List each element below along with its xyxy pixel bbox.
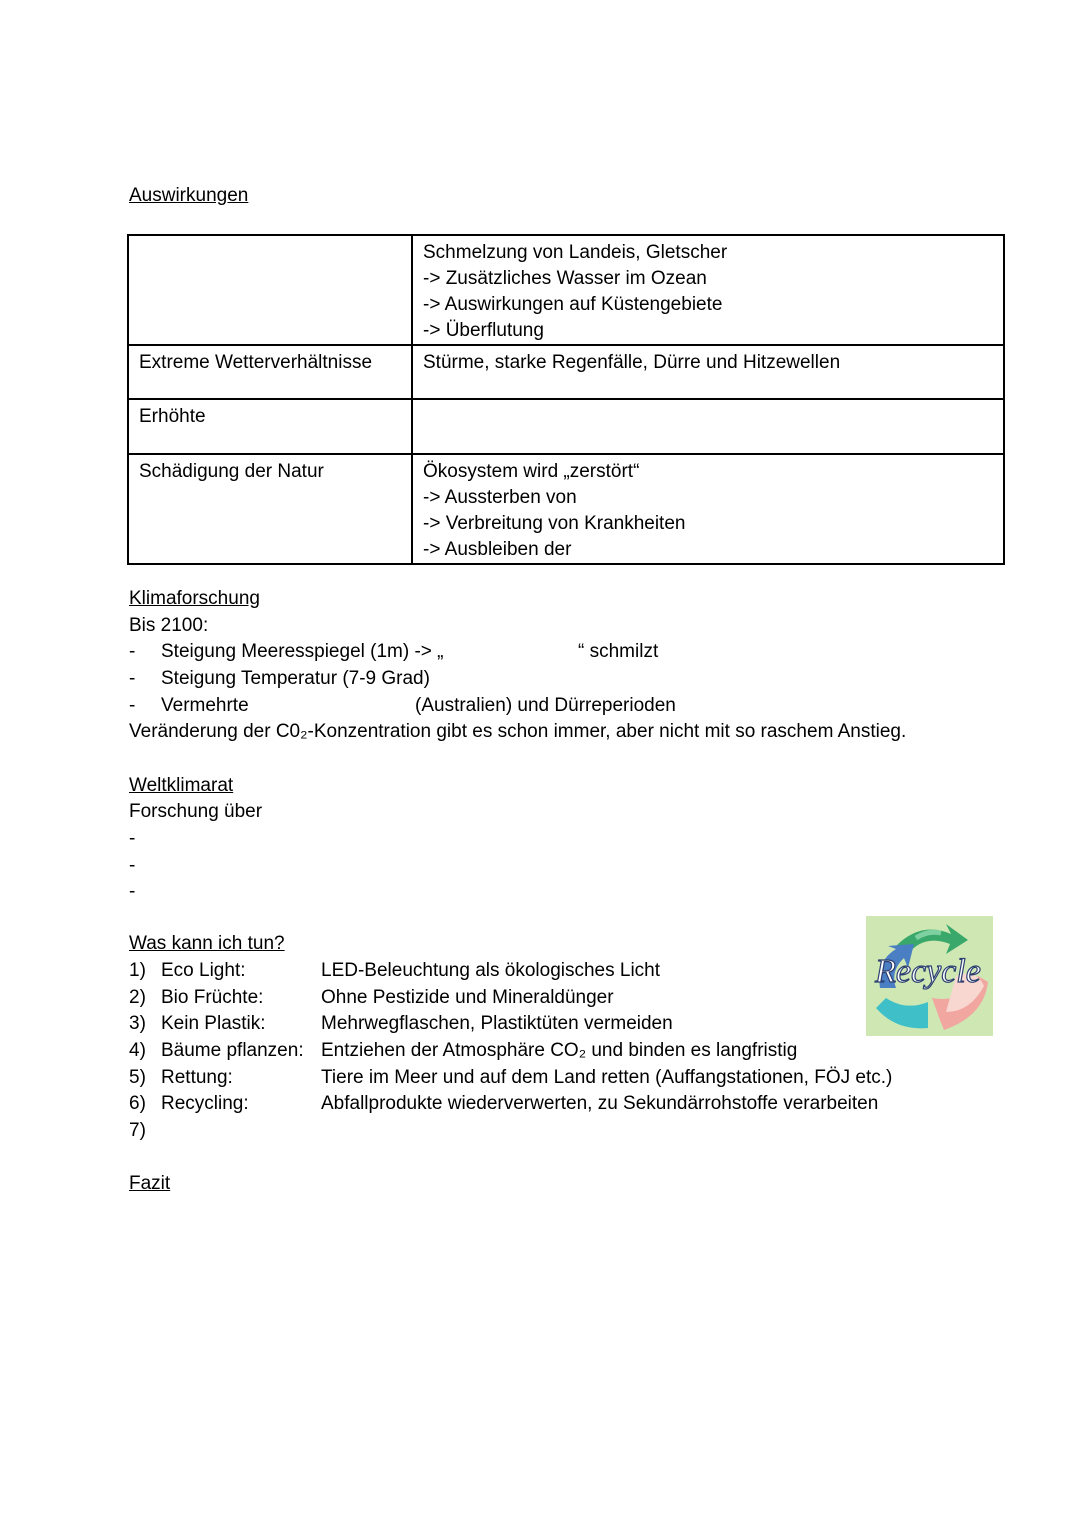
bullet-tail: (Australien) und Dürreperioden xyxy=(415,695,676,716)
cell-line: Stürme, starke Regenfälle, Dürre und Hitzewellen xyxy=(423,352,841,373)
klimaforschung-intro: Bis 2100: xyxy=(129,615,209,636)
cell-line: -> Überflutung xyxy=(423,320,544,341)
heading-weltklimarat: Weltklimarat xyxy=(129,775,234,796)
bullet-dash: - xyxy=(129,641,136,662)
recycle-logo-image xyxy=(866,916,993,1036)
list-description: Entziehen der Atmosphäre CO₂ und binden es langfristig xyxy=(321,1040,798,1061)
list-label: Recycling: xyxy=(161,1093,249,1114)
weltklimarat-intro: Forschung über xyxy=(129,801,263,822)
list-description: LED-Beleuchtung als ökologisches Licht xyxy=(321,960,661,981)
cell-line: -> Auswirkungen auf Küstengebiete xyxy=(423,294,723,315)
list-number: 4) xyxy=(129,1040,146,1061)
table-cell-label: Extreme Wetterverhältnisse xyxy=(128,345,412,399)
list-description: Ohne Pestizide und Mineraldünger xyxy=(321,987,614,1008)
list-number: 1) xyxy=(129,960,146,981)
bullet-dash: - xyxy=(129,668,136,689)
table-row xyxy=(128,345,1004,399)
list-description: Abfallprodukte wiederverwerten, zu Sekundärrohstoffe verarbeiten xyxy=(321,1093,879,1114)
list-description: Mehrwegflaschen, Plastiktüten vermeiden xyxy=(321,1013,673,1034)
heading-was-kann-ich-tun: Was kann ich tun? xyxy=(129,933,285,954)
list-number: 5) xyxy=(129,1067,146,1088)
effects-table xyxy=(127,234,1005,565)
bullet-dash: - xyxy=(129,881,136,902)
cell-line: -> Ausbleiben der xyxy=(423,539,572,560)
table-cell-label: Schädigung der Natur xyxy=(128,454,412,564)
heading-auswirkungen: Auswirkungen xyxy=(129,185,249,206)
table-cell-label xyxy=(128,235,412,345)
table-cell-description xyxy=(412,235,1004,345)
heading-fazit: Fazit xyxy=(129,1173,171,1194)
bullet-text: Vermehrte xyxy=(161,695,249,716)
bullet-text: Steigung Meeresspiegel (1m) -> „ xyxy=(161,641,444,662)
bullet-text: Steigung Temperatur (7-9 Grad) xyxy=(161,668,430,689)
table-row xyxy=(128,235,1004,345)
bullet-dash: - xyxy=(129,695,136,716)
table-cell-description xyxy=(412,454,1004,564)
recycle-logo-text: Recycle xyxy=(875,953,981,990)
cell-line: -> Aussterben von xyxy=(423,487,577,508)
cell-line: -> Verbreitung von Krankheiten xyxy=(423,513,686,534)
table-row xyxy=(128,454,1004,564)
recycle-icon xyxy=(866,916,993,1036)
klimaforschung-note: Veränderung der C0₂-Konzentration gibt es schon immer, aber nicht mit so raschem Anstieg. xyxy=(129,721,907,742)
table-cell-description xyxy=(412,345,1004,399)
list-label: Rettung: xyxy=(161,1067,233,1088)
bullet-dash: - xyxy=(129,855,136,876)
heading-klimaforschung: Klimaforschung xyxy=(129,588,260,609)
table-cell-label: Erhöhte xyxy=(128,399,412,454)
list-label: Kein Plastik: xyxy=(161,1013,266,1034)
cell-line: Schmelzung von Landeis, Gletscher xyxy=(423,242,728,263)
list-number: 6) xyxy=(129,1093,146,1114)
list-label: Eco Light: xyxy=(161,960,246,981)
list-label: Bio Früchte: xyxy=(161,987,264,1008)
table-cell-description xyxy=(412,399,1004,454)
cell-line: -> Zusätzliches Wasser im Ozean xyxy=(423,268,707,289)
bullet-dash: - xyxy=(129,828,136,849)
list-number: 2) xyxy=(129,987,146,1008)
list-number: 7) xyxy=(129,1120,146,1141)
list-number: 3) xyxy=(129,1013,146,1034)
table-row xyxy=(128,399,1004,454)
list-label: Bäume pflanzen: xyxy=(161,1040,304,1061)
bullet-tail: “ schmilzt xyxy=(578,641,659,662)
list-description: Tiere im Meer und auf dem Land retten (Auffangstationen, FÖJ etc.) xyxy=(321,1067,893,1088)
cell-line: Ökosystem wird „zerstört“ xyxy=(423,461,640,482)
